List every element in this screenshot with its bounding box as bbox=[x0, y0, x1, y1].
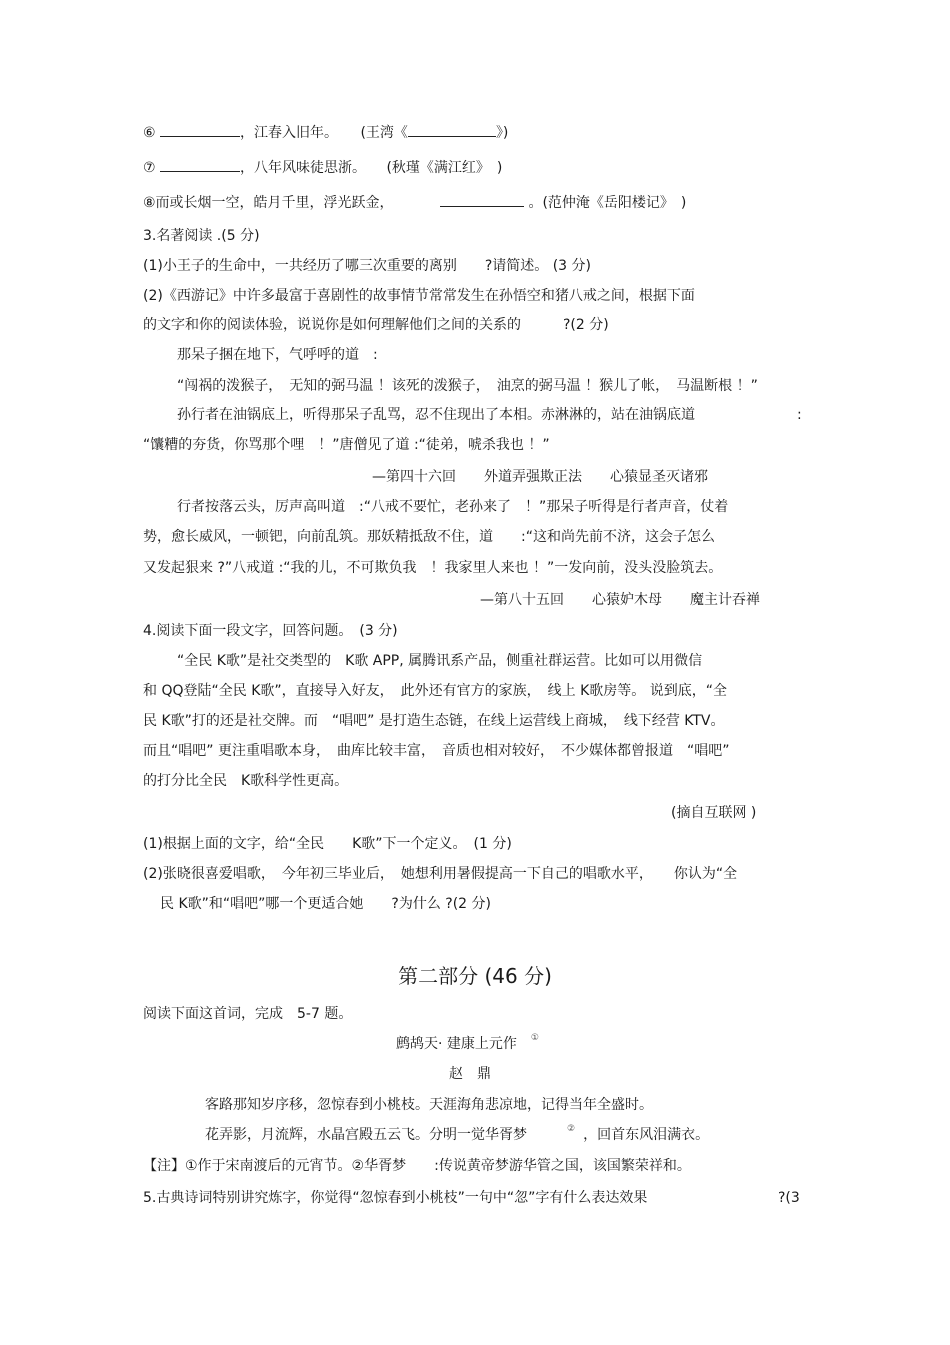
passage-line: 和 QQ登陆“全民 K歌”，直接导入好友， 此外还有官方的家族， 线上 K歌房等。 说到底，“全 bbox=[143, 683, 727, 699]
poem-line: 客路那知岁序移，忽惊春到小桃枝。天涯海角悲凉地，记得当年全盛时。 bbox=[205, 1097, 653, 1113]
poem-author: 赵 鼎 bbox=[449, 1066, 491, 1082]
line-text: ，八年风味徒思浙。 bbox=[240, 160, 367, 176]
poem-line-text: 花弄影，月流辉，水晶宫殿五云飞。分明一觉华胥梦 bbox=[205, 1127, 527, 1143]
fill-line-7 bbox=[143, 157, 502, 178]
q3-part1: (1)小王子的生命中，一共经历了哪三次重要的离别 ?请简述。 (3 分) bbox=[143, 258, 591, 274]
q3-part2-line2: 的文字和你的阅读体验，说说你是如何理解他们之间的关系的 ?(2 分) bbox=[143, 317, 609, 333]
passage-line: 的打分比全民 K歌科学性更高。 bbox=[143, 773, 349, 789]
poem-line-text: ，回首东风泪满衣。 bbox=[583, 1127, 710, 1143]
q4-heading: 4.阅读下面一段文字，回答问题。 (3 分) bbox=[143, 623, 398, 639]
source-text: (秋瑾《满江红》 ) bbox=[386, 160, 503, 176]
excerpt-line: “馕糟的夯货，你骂那个哩 ！”唐僧见了道 :“徒弟，唬杀我也 ！” bbox=[143, 437, 550, 453]
footnote-marker: ① bbox=[530, 1033, 539, 1043]
q5-score: ?(3 bbox=[778, 1190, 800, 1206]
section-intro: 阅读下面这首词，完成 5-7 题。 bbox=[143, 1006, 353, 1022]
answer-blank[interactable] bbox=[160, 157, 240, 172]
poem-title bbox=[396, 1034, 539, 1056]
q3-heading: 3.名著阅读 .(5 分) bbox=[143, 228, 260, 244]
poem-notes: 【注】①作于宋南渡后的元宵节。②华胥梦 :传说黄帝梦游华管之国，该国繁荣祥和。 bbox=[143, 1158, 691, 1174]
chapter-citation: —第八十五回 心猿妒木母 魔主计吞禅 bbox=[480, 592, 760, 608]
item-number: ⑦ bbox=[143, 160, 156, 176]
source-text-end: 》) bbox=[495, 125, 509, 141]
answer-blank[interactable] bbox=[408, 122, 496, 137]
poem-line bbox=[205, 1125, 709, 1147]
q4-part1: (1)根据上面的文字，给“全民 K歌”下一个定义。 (1 分) bbox=[143, 836, 512, 852]
chapter-citation: —第四十六回 外道弄强欺正法 心猿显圣灭诸邪 bbox=[372, 469, 708, 485]
section-title: 第二部分 (46 分) bbox=[398, 964, 552, 988]
answer-blank[interactable] bbox=[160, 122, 240, 137]
excerpt-line: 那呆子捆在地下，气呼呼的道 : bbox=[177, 347, 378, 363]
excerpt-colon: : bbox=[797, 407, 802, 423]
excerpt-line: 行者按落云头，厉声高叫道 :“八戒不要忙，老孙来了 ！”那呆子听得是行者声音，仗着 bbox=[177, 499, 729, 515]
poem-title-text: 鹧鸪天· 建康上元作 bbox=[396, 1036, 517, 1052]
q3-part2-line1: (2)《西游记》中许多最富于喜剧性的故事情节常常发生在孙悟空和猪八戒之间，根据下面 bbox=[143, 288, 695, 304]
passage-source: (摘自互联网 ) bbox=[671, 805, 757, 821]
passage-line: 民 K歌”打的还是社交牌。而 “唱吧” 是打造生态链，在线上运营线上商城， 线下经营 KTV。 bbox=[143, 713, 725, 729]
q4-part2-line2: 民 K歌”和“唱吧”哪一个更适合她 ?为什么 ?(2 分) bbox=[160, 896, 491, 912]
fill-line-8 bbox=[143, 192, 686, 213]
passage-line: 而且“唱吧” 更注重唱歌本身， 曲库比较丰富， 音质也相对较好， 不少媒体都曾报道 “唱吧” bbox=[143, 743, 730, 759]
answer-blank[interactable] bbox=[440, 192, 524, 207]
excerpt-line: 又发起狠来 ?”八戒道 :“我的儿，不可欺负我 ！我家里人来也 ！”一发向前，没头没脸筑去。 bbox=[143, 560, 723, 576]
passage-line: “全民 K歌”是社交类型的 K歌 APP, 属腾讯系产品，侧重社群运营。比如可以用微信 bbox=[177, 653, 703, 669]
footnote-marker: ② bbox=[567, 1124, 576, 1134]
line-text: ，江春入旧年。 bbox=[240, 125, 339, 141]
excerpt-line: 势，愈长威风，一顿钯，向前乱筑。那妖精抵敌不住，道 :“这和尚先前不济，这会子怎么 bbox=[143, 529, 715, 545]
q4-part2-line1: (2)张晓很喜爱唱歌， 今年初三毕业后， 她想利用暑假提高一下自己的唱歌水平， 你认为“全 bbox=[143, 866, 738, 882]
item-number: ⑥ bbox=[143, 125, 156, 141]
source-text: 。(范仲淹《岳阳楼记》 ) bbox=[528, 195, 687, 211]
source-text: (王湾《 bbox=[360, 125, 408, 141]
excerpt-line: “闯祸的泼猴子， 无知的弼马温 ！该死的泼猴子， 油烹的弼马温 ！猴儿了帐， 马温断根 ！” bbox=[177, 378, 758, 394]
excerpt-line: 孙行者在油锅底上，听得那呆子乱骂，忍不住现出了本相。赤淋淋的，站在油锅底道 bbox=[177, 407, 695, 423]
fill-line-6 bbox=[143, 122, 508, 143]
line-text: ⑧而或长烟一空，皓月千里，浮光跃金， bbox=[143, 195, 394, 211]
q5-text: 5.古典诗词特别讲究炼字，你觉得“忽惊春到小桃枝”一句中“忽”字有什么表达效果 bbox=[143, 1190, 648, 1206]
